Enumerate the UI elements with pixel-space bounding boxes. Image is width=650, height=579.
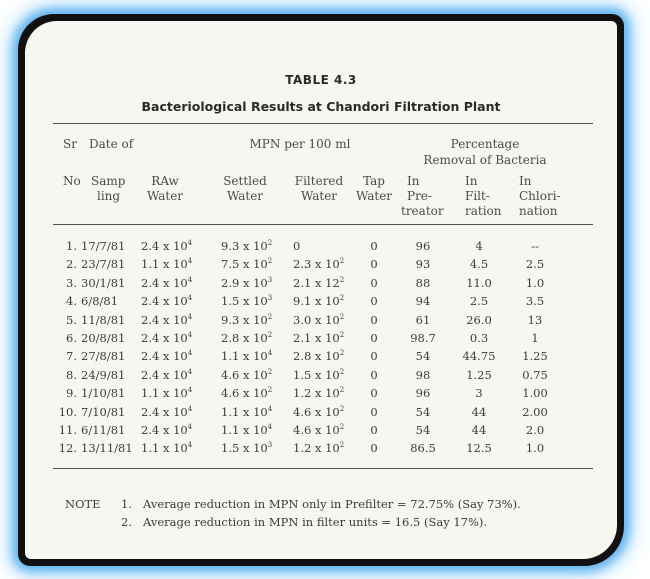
header-date-1: Date of [89, 137, 134, 151]
table-bottom-rule [53, 468, 593, 469]
cell-raw [141, 313, 211, 327]
cell-chl-value: 13 [527, 312, 543, 327]
cell-settled-exponent: 2 [267, 312, 273, 321]
cell-date-value: 23/7/81 [81, 257, 126, 272]
cell-chl [513, 313, 557, 327]
cell-raw [141, 368, 211, 382]
cell-filtered [293, 441, 363, 455]
cell-date-value: 13/11/81 [81, 441, 133, 456]
table-number: TABLE 4.3 [285, 73, 357, 87]
cell-filt [457, 276, 501, 290]
table-row [25, 441, 617, 458]
header-percentage: Percentage [450, 137, 520, 151]
cell-settled [221, 276, 291, 290]
cell-tap [363, 239, 385, 253]
cell-filtered-exponent: 2 [339, 257, 345, 266]
cell-filtered-value: 3.0 x 10 [293, 312, 340, 327]
cell-settled-value: 2.9 x 10 [221, 275, 268, 290]
cell-settled [221, 349, 291, 363]
cell-tap-value: 0 [370, 367, 378, 382]
cell-date-value: 17/7/81 [81, 239, 126, 253]
cell-tap [363, 349, 385, 363]
cell-pre-value: 54 [415, 404, 431, 419]
cell-filtered [293, 368, 363, 382]
table-row [25, 313, 617, 330]
cell-pre [403, 386, 443, 400]
cell-sr-value: 4. [66, 294, 77, 309]
cell-sr-value: 10. [58, 404, 77, 419]
cell-settled [221, 441, 291, 455]
cell-filt [457, 441, 501, 455]
cell-chl-value: 2.5 [525, 257, 545, 272]
cell-settled-exponent: 2 [267, 386, 273, 395]
cell-raw [141, 405, 211, 419]
cell-settled-value: 1.5 x 10 [221, 441, 268, 456]
cell-settled-value: 2.8 x 10 [221, 331, 268, 345]
cell-settled-value: 1.5 x 10 [221, 294, 268, 309]
cell-filtered-exponent: 2 [339, 404, 345, 413]
header-raw-2: Water [146, 189, 184, 203]
cell-filtered-value: 9.1 x 10 [293, 294, 340, 309]
cell-tap [363, 368, 385, 382]
note-label: NOTE [65, 497, 101, 511]
cell-raw-exponent: 4 [187, 239, 193, 248]
table-row [25, 349, 617, 366]
header-chl-1: In [519, 174, 532, 188]
note-1-text: Average reduction in MPN only in Prefilter = 72.75% (Say 73%). [143, 497, 521, 511]
cell-pre [403, 405, 443, 419]
cell-filt-value: 26.0 [466, 312, 492, 327]
cell-raw-value: 2.4 x 10 [141, 294, 188, 309]
cell-tap [363, 386, 385, 400]
cell-filtered [293, 276, 363, 290]
cell-chl [513, 386, 557, 400]
cell-filt-value: 3 [475, 386, 483, 401]
cell-tap-value: 0 [370, 331, 378, 345]
cell-filtered [293, 331, 363, 345]
cell-settled [221, 331, 291, 345]
cell-pre-value: 96 [415, 386, 431, 401]
cell-settled [221, 386, 291, 400]
header-filtered-2: Water [300, 189, 338, 203]
cell-sr-value: 11. [58, 423, 77, 437]
cell-raw-value: 2.4 x 10 [141, 349, 188, 364]
cell-chl-value: 1.25 [522, 349, 548, 364]
cell-raw-value: 1.1 x 10 [141, 257, 188, 272]
cell-filt-value: 44.75 [462, 349, 496, 364]
cell-filt [457, 405, 501, 419]
cell-chl [513, 423, 557, 437]
cell-raw-value: 2.4 x 10 [141, 404, 188, 419]
cell-filtered [293, 423, 363, 437]
cell-chl [513, 276, 557, 290]
table-title: Bacteriological Results at Chandori Filtration Plant [141, 99, 501, 114]
cell-chl-value: 1.0 [525, 441, 545, 456]
cell-sr [55, 386, 77, 400]
cell-chl-value: 1.00 [522, 386, 548, 401]
cell-sr [55, 423, 77, 437]
cell-pre-value: 61 [415, 312, 431, 327]
cell-raw-value: 2.4 x 10 [141, 367, 188, 382]
cell-raw-exponent: 4 [187, 349, 193, 358]
cell-tap-value: 0 [370, 294, 378, 309]
cell-sr [55, 405, 77, 419]
cell-raw-value: 2.4 x 10 [141, 275, 188, 290]
cell-filt [457, 294, 501, 308]
cell-tap [363, 405, 385, 419]
cell-filt-value: 44 [471, 423, 487, 437]
header-chl-3: nation [519, 204, 558, 218]
cell-raw [141, 349, 211, 363]
cell-settled-value: 9.3 x 10 [221, 312, 268, 327]
cell-filtered-exponent: 2 [339, 386, 345, 395]
cell-date-value: 6/11/81 [81, 423, 126, 437]
cell-pre [403, 313, 443, 327]
table-row [25, 368, 617, 385]
cell-raw [141, 257, 211, 271]
cell-chl [513, 349, 557, 363]
cell-settled-exponent: 2 [267, 239, 273, 248]
header-settled-2: Water [226, 189, 264, 203]
cell-raw-exponent: 4 [187, 386, 193, 395]
cell-pre [403, 257, 443, 271]
cell-tap-value: 0 [370, 349, 378, 364]
header-raw-1: RAw [151, 174, 179, 188]
cell-chl [513, 368, 557, 382]
table-row [25, 276, 617, 293]
cell-tap [363, 294, 385, 308]
cell-settled-exponent: 2 [267, 367, 273, 376]
cell-filt-value: 11.0 [466, 275, 492, 290]
cell-filtered-value: 4.6 x 10 [293, 404, 340, 419]
cell-date-value: 6/8/81 [81, 294, 119, 309]
cell-filtered [293, 239, 363, 253]
photo-frame [18, 14, 624, 566]
cell-date-value: 24/9/81 [81, 367, 126, 382]
header-filt-2: Filt- [465, 189, 490, 203]
table-row [25, 257, 617, 274]
cell-tap [363, 441, 385, 455]
cell-sr-value: 9. [66, 386, 77, 401]
cell-tap-value: 0 [370, 239, 378, 253]
cell-tap-value: 0 [370, 423, 378, 437]
cell-sr [55, 331, 77, 345]
cell-tap-value: 0 [370, 312, 378, 327]
header-pre-1: In [407, 174, 420, 188]
cell-filtered-value: 2.3 x 10 [293, 257, 340, 272]
cell-sr [55, 349, 77, 363]
cell-settled-value: 1.1 x 10 [221, 423, 268, 437]
header-pre-3: treator [401, 204, 444, 218]
cell-settled-exponent: 3 [267, 441, 273, 450]
cell-settled-value: 7.5 x 10 [221, 257, 268, 272]
cell-tap [363, 276, 385, 290]
cell-raw [141, 331, 211, 345]
cell-sr [55, 239, 77, 253]
cell-raw-exponent: 4 [187, 257, 193, 266]
header-date-2: Samp [91, 174, 126, 188]
cell-settled-exponent: 4 [267, 404, 273, 413]
cell-filtered [293, 313, 363, 327]
header-tap-1: Tap [363, 174, 385, 188]
cell-pre [403, 239, 443, 253]
cell-filt-value: 4.5 [469, 257, 489, 272]
cell-tap-value: 0 [370, 441, 378, 456]
cell-filtered-value: 2.1 x 10 [293, 331, 340, 345]
cell-date-value: 27/8/81 [81, 349, 126, 364]
table-row [25, 239, 617, 256]
cell-filt-value: 4 [475, 239, 483, 253]
cell-settled [221, 405, 291, 419]
cell-pre-value: 94 [415, 294, 431, 309]
cell-settled [221, 239, 291, 253]
cell-settled [221, 368, 291, 382]
cell-raw [141, 239, 211, 253]
cell-raw-exponent: 4 [187, 441, 193, 450]
cell-raw-value: 1.1 x 10 [141, 386, 188, 401]
cell-sr-value: 1. [66, 239, 77, 253]
cell-chl-value: 1 [531, 331, 539, 345]
cell-tap [363, 423, 385, 437]
cell-sr [55, 257, 77, 271]
cell-filtered-exponent: 2 [339, 275, 345, 284]
cell-filt [457, 257, 501, 271]
cell-settled-value: 4.6 x 10 [221, 367, 268, 382]
cell-settled [221, 257, 291, 271]
cell-pre [403, 276, 443, 290]
cell-filtered-exponent: 2 [339, 331, 345, 340]
cell-chl [513, 239, 557, 253]
cell-tap [363, 257, 385, 271]
cell-tap-value: 0 [370, 404, 378, 419]
cell-filtered-exponent: 2 [339, 349, 345, 358]
cell-pre-value: 96 [415, 239, 431, 253]
cell-sr [55, 276, 77, 290]
cell-chl-value: 1.0 [525, 275, 545, 290]
note-2-number: 2. [121, 515, 132, 529]
cell-raw-exponent: 4 [187, 367, 193, 376]
cell-date-value: 20/8/81 [81, 331, 126, 345]
cell-filtered-value: 4.6 x 10 [293, 423, 340, 437]
cell-filt [457, 239, 501, 253]
cell-filt-value: 1.25 [466, 367, 492, 382]
header-chl-2: Chlori- [519, 189, 561, 203]
cell-raw-value: 2.4 x 10 [141, 331, 188, 345]
cell-date-value: 1/10/81 [81, 386, 126, 401]
cell-filtered [293, 294, 363, 308]
cell-tap [363, 313, 385, 327]
cell-settled-value: 1.1 x 10 [221, 349, 268, 364]
cell-raw-exponent: 4 [187, 404, 193, 413]
cell-settled-value: 9.3 x 10 [221, 239, 268, 253]
cell-filtered [293, 386, 363, 400]
table-row [25, 294, 617, 311]
cell-date-value: 30/1/81 [81, 275, 126, 290]
cell-filt-value: 44 [471, 404, 487, 419]
cell-date-value: 7/10/81 [81, 404, 126, 419]
cell-raw [141, 441, 211, 455]
cell-settled-exponent: 4 [267, 349, 273, 358]
cell-raw-value: 1.1 x 10 [141, 441, 188, 456]
cell-pre [403, 349, 443, 363]
cell-sr [55, 368, 77, 382]
header-date-3: ling [97, 189, 121, 203]
cell-raw-exponent: 4 [187, 331, 193, 340]
cell-settled-exponent: 2 [267, 257, 273, 266]
cell-settled [221, 423, 291, 437]
cell-pre-value: 88 [415, 275, 431, 290]
cell-settled [221, 313, 291, 327]
header-filtered-1: Filtered [294, 174, 344, 188]
cell-filt [457, 368, 501, 382]
cell-sr-value: 2. [66, 257, 77, 272]
cell-pre [403, 368, 443, 382]
cell-chl [513, 441, 557, 455]
table-row [25, 423, 617, 440]
table-row [25, 331, 617, 348]
cell-chl [513, 405, 557, 419]
header-sr: Sr [63, 137, 77, 151]
cell-pre [403, 294, 443, 308]
header-removal: Removal of Bacteria [423, 153, 547, 167]
cell-sr-value: 5. [66, 312, 77, 327]
cell-filtered-value: 0 [293, 239, 301, 253]
table-row [25, 386, 617, 403]
cell-chl-value: 2.0 [525, 423, 545, 437]
cell-filtered-value: 1.5 x 10 [293, 367, 340, 382]
cell-chl-value: -- [531, 239, 539, 253]
cell-filt [457, 349, 501, 363]
cell-filtered-value: 2.8 x 10 [293, 349, 340, 364]
cell-filt-value: 2.5 [469, 294, 489, 309]
cell-sr-value: 7. [66, 349, 77, 364]
cell-chl [513, 257, 557, 271]
cell-settled-exponent: 2 [267, 331, 273, 340]
cell-filt-value: 0.3 [469, 331, 489, 345]
header-pre-2: Pre- [407, 189, 432, 203]
header-bottom-rule [53, 224, 593, 225]
header-tap-2: Water [355, 189, 393, 203]
cell-sr-value: 3. [66, 275, 77, 290]
cell-filtered-exponent: 2 [339, 367, 345, 376]
cell-filt [457, 386, 501, 400]
cell-filtered-value: 2.1 x 12 [293, 275, 340, 290]
cell-raw-value: 2.4 x 10 [141, 312, 188, 327]
cell-sr [55, 294, 77, 308]
cell-sr-value: 6. [66, 331, 77, 345]
header-filt-3: ration [465, 204, 502, 218]
cell-filtered-exponent: 2 [339, 441, 345, 450]
cell-settled-exponent: 3 [267, 275, 273, 284]
cell-date-value: 11/8/81 [81, 312, 126, 327]
cell-settled-exponent: 4 [267, 423, 273, 432]
cell-chl [513, 331, 557, 345]
note-2-text: Average reduction in MPN in filter units = 16.5 (Say 17%). [143, 515, 488, 529]
table-row [25, 405, 617, 422]
cell-chl [513, 294, 557, 308]
cell-sr [55, 441, 77, 455]
cell-tap-value: 0 [370, 275, 378, 290]
header-mpn: MPN per 100 ml [249, 137, 351, 151]
cell-raw-exponent: 4 [187, 275, 193, 284]
cell-raw-exponent: 4 [187, 294, 193, 303]
cell-settled-value: 1.1 x 10 [221, 404, 268, 419]
cell-raw-value: 2.4 x 10 [141, 423, 188, 437]
cell-filtered-exponent: 2 [339, 423, 345, 432]
header-no: No [63, 174, 81, 188]
cell-tap-value: 0 [370, 257, 378, 272]
cell-filtered-value: 1.2 x 10 [293, 386, 340, 401]
cell-pre-value: 98 [415, 367, 431, 382]
cell-pre-value: 98.7 [410, 331, 436, 345]
cell-pre [403, 423, 443, 437]
header-top-rule [53, 123, 593, 124]
cell-raw [141, 386, 211, 400]
cell-pre-value: 86.5 [410, 441, 436, 456]
cell-raw [141, 276, 211, 290]
cell-sr-value: 12. [58, 441, 77, 456]
cell-filtered [293, 257, 363, 271]
cell-settled-value: 4.6 x 10 [221, 386, 268, 401]
cell-raw-value: 2.4 x 10 [141, 239, 188, 253]
cell-raw-exponent: 4 [187, 423, 193, 432]
cell-filt [457, 331, 501, 345]
header-filt-1: In [465, 174, 478, 188]
cell-filt [457, 313, 501, 327]
cell-filtered-exponent: 2 [339, 294, 345, 303]
cell-raw [141, 423, 211, 437]
cell-filt-value: 12.5 [466, 441, 492, 456]
cell-chl-value: 0.75 [522, 367, 548, 382]
cell-filtered-exponent: 2 [339, 312, 345, 321]
cell-pre [403, 441, 443, 455]
cell-chl-value: 3.5 [525, 294, 545, 309]
cell-pre-value: 54 [415, 349, 431, 364]
cell-filtered [293, 349, 363, 363]
cell-tap-value: 0 [370, 386, 378, 401]
document-page [25, 21, 617, 559]
cell-filt [457, 423, 501, 437]
header-settled-1: Settled [223, 174, 267, 188]
cell-pre-value: 54 [415, 423, 431, 437]
cell-filtered [293, 405, 363, 419]
cell-chl-value: 2.00 [522, 404, 548, 419]
cell-filtered-value: 1.2 x 10 [293, 441, 340, 456]
cell-raw-exponent: 4 [187, 312, 193, 321]
cell-settled-exponent: 3 [267, 294, 273, 303]
cell-tap [363, 331, 385, 345]
cell-settled [221, 294, 291, 308]
note-1-number: 1. [121, 497, 132, 511]
cell-sr-value: 8. [66, 367, 77, 382]
cell-pre [403, 331, 443, 345]
cell-raw [141, 294, 211, 308]
cell-sr [55, 313, 77, 327]
cell-pre-value: 93 [415, 257, 431, 272]
